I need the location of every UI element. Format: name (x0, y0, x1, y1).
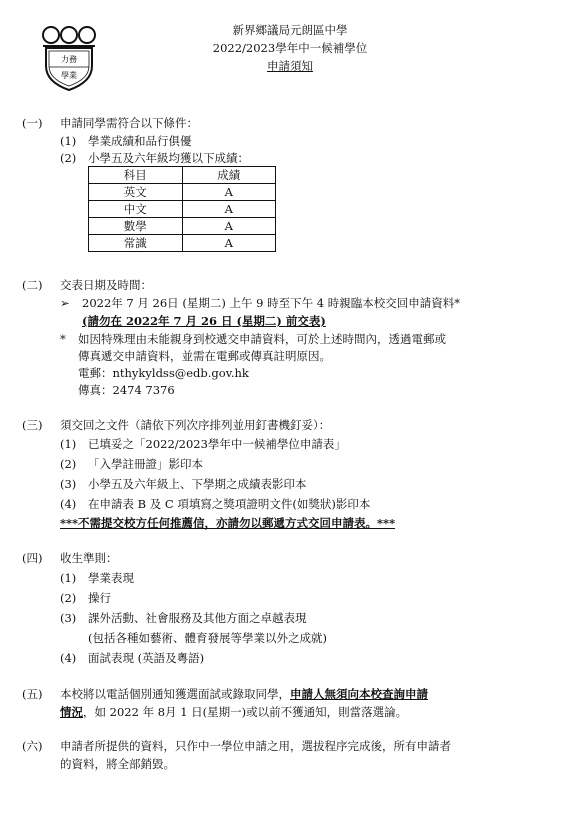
section5-text-d: ，如 2022 年 8月 1 日(星期一)或以前不獲通知，則當落選論。 (83, 705, 408, 719)
section5-text-c: 情況 (60, 705, 83, 719)
section4-item2-num: (2) (60, 591, 77, 605)
section4-item3-detail: (包括各種如藝術、體育發展等學業以外之成就) (88, 631, 327, 645)
section3-item2-text: 「入學註冊證」影印本 (88, 457, 203, 471)
section2-star: * (60, 332, 66, 346)
table-cell-subject: 英文 (89, 184, 183, 201)
table-cell-subject: 數學 (89, 218, 183, 235)
section4-item3-text: 課外活動、社會服務及其他方面之卓越表現 (88, 611, 307, 625)
email-row (78, 365, 249, 381)
section5-line2 (60, 704, 407, 720)
section1-item2-num: (2) (60, 151, 77, 165)
section1-marker: (一) (22, 116, 43, 130)
table-row (89, 235, 276, 252)
section6-line1: 申請者所提供的資料，只作中一學位申請之用，選拔程序完成後，所有申請者 (60, 739, 451, 753)
table-header-grade: 成績 (182, 167, 276, 184)
fax-label: 傳真： (78, 383, 113, 397)
section3-item1-text: 已填妥之「2022/2023學年中一候補學位申請表」 (88, 437, 346, 451)
section4-item4-num: (4) (60, 651, 77, 665)
notice-subtitle: 申請須知 (267, 59, 313, 73)
section3-item2-num: (2) (60, 457, 77, 471)
notice-title: 2022/2023學年中一候補學位 (212, 41, 368, 55)
section2-deadline-warning: (請勿在 2022年 7 月 26 日 (星期二) 前交表) (82, 314, 326, 328)
section5-text-b: 申請人無須向本校查詢申請 (290, 687, 428, 701)
table-cell-grade: A (182, 201, 276, 218)
section3-warning: ***不需提交校方任何推薦信，亦請勿以郵遞方式交回申請表。*** (60, 516, 396, 530)
bullet-arrow-icon: ➢ (60, 296, 70, 310)
table-cell-grade: A (182, 184, 276, 201)
section1-item1-num: (1) (60, 134, 77, 148)
section2-marker: (二) (22, 278, 43, 292)
email-label: 電郵： (78, 366, 113, 380)
section3-item3-num: (3) (60, 477, 77, 491)
grades-table (88, 166, 276, 252)
section4-marker: (四) (22, 551, 43, 565)
table-header-subject: 科目 (89, 167, 183, 184)
section1-heading: 申請同學需符合以下條件： (60, 116, 198, 130)
section2-note-line1: 如因特殊理由未能親身到校遞交申請資料，可於上述時間內，透過電郵或 (78, 332, 446, 346)
school-name: 新界鄉議局元朗區中學 (232, 23, 348, 37)
section3-item4-num: (4) (60, 497, 77, 511)
fax-number: 2474 7376 (112, 383, 175, 397)
email-address[interactable]: nthykyldss@edb.gov.hk (112, 366, 249, 380)
table-row (89, 201, 276, 218)
section2-note-line2: 傳真遞交申請資料，並需在電郵或傳真註明原因。 (78, 349, 331, 363)
table-row (89, 184, 276, 201)
section4-item1-text: 學業表現 (88, 571, 134, 585)
section4-item1-num: (1) (60, 571, 77, 585)
section6-line2: 的資料，將全部銷毀。 (60, 757, 175, 771)
section4-heading: 收生準則： (60, 551, 118, 565)
section1-item1-text: 學業成績和品行俱優 (88, 134, 192, 148)
section6-marker: (六) (22, 739, 43, 753)
table-cell-subject: 常識 (89, 235, 183, 252)
section2-heading: 交表日期及時間： (60, 278, 152, 292)
section4-item4-text: 面試表現 (英語及粵語) (88, 651, 205, 665)
section1-item2-text: 小學五及六年級均獲以下成績： (88, 151, 249, 165)
table-row (89, 218, 276, 235)
section3-heading: 須交回之文件（請依下列次序排列並用釘書機釘妥）： (60, 418, 331, 432)
section3-item4-text: 在申請表 B 及 C 項填寫之獎項證明文件(如獎狀)影印本 (88, 497, 371, 511)
section3-marker: (三) (22, 418, 43, 432)
section4-item2-text: 操行 (88, 591, 111, 605)
section3-item1-num: (1) (60, 437, 77, 451)
section5-text-a: 本校將以電話個別通知獲選面試或錄取同學， (60, 687, 290, 701)
section2-date-line: 2022年 7 月 26日 (星期二) 上午 9 時至下午 4 時親臨本校交回申請資料* (82, 296, 460, 310)
table-cell-grade: A (182, 235, 276, 252)
table-cell-grade: A (182, 218, 276, 235)
section3-item3-text: 小學五及六年級上、下學期之成績表影印本 (88, 477, 307, 491)
crest-motto-top: 力務 (61, 55, 77, 64)
section4-item3-num: (3) (60, 611, 77, 625)
section5-line1 (60, 686, 428, 702)
table-header-row (89, 167, 276, 184)
crest-motto-bottom: 學業 (61, 71, 77, 80)
school-crest-logo (40, 24, 98, 92)
section5-marker: (五) (22, 687, 43, 701)
fax-row (78, 382, 175, 398)
table-cell-subject: 中文 (89, 201, 183, 218)
